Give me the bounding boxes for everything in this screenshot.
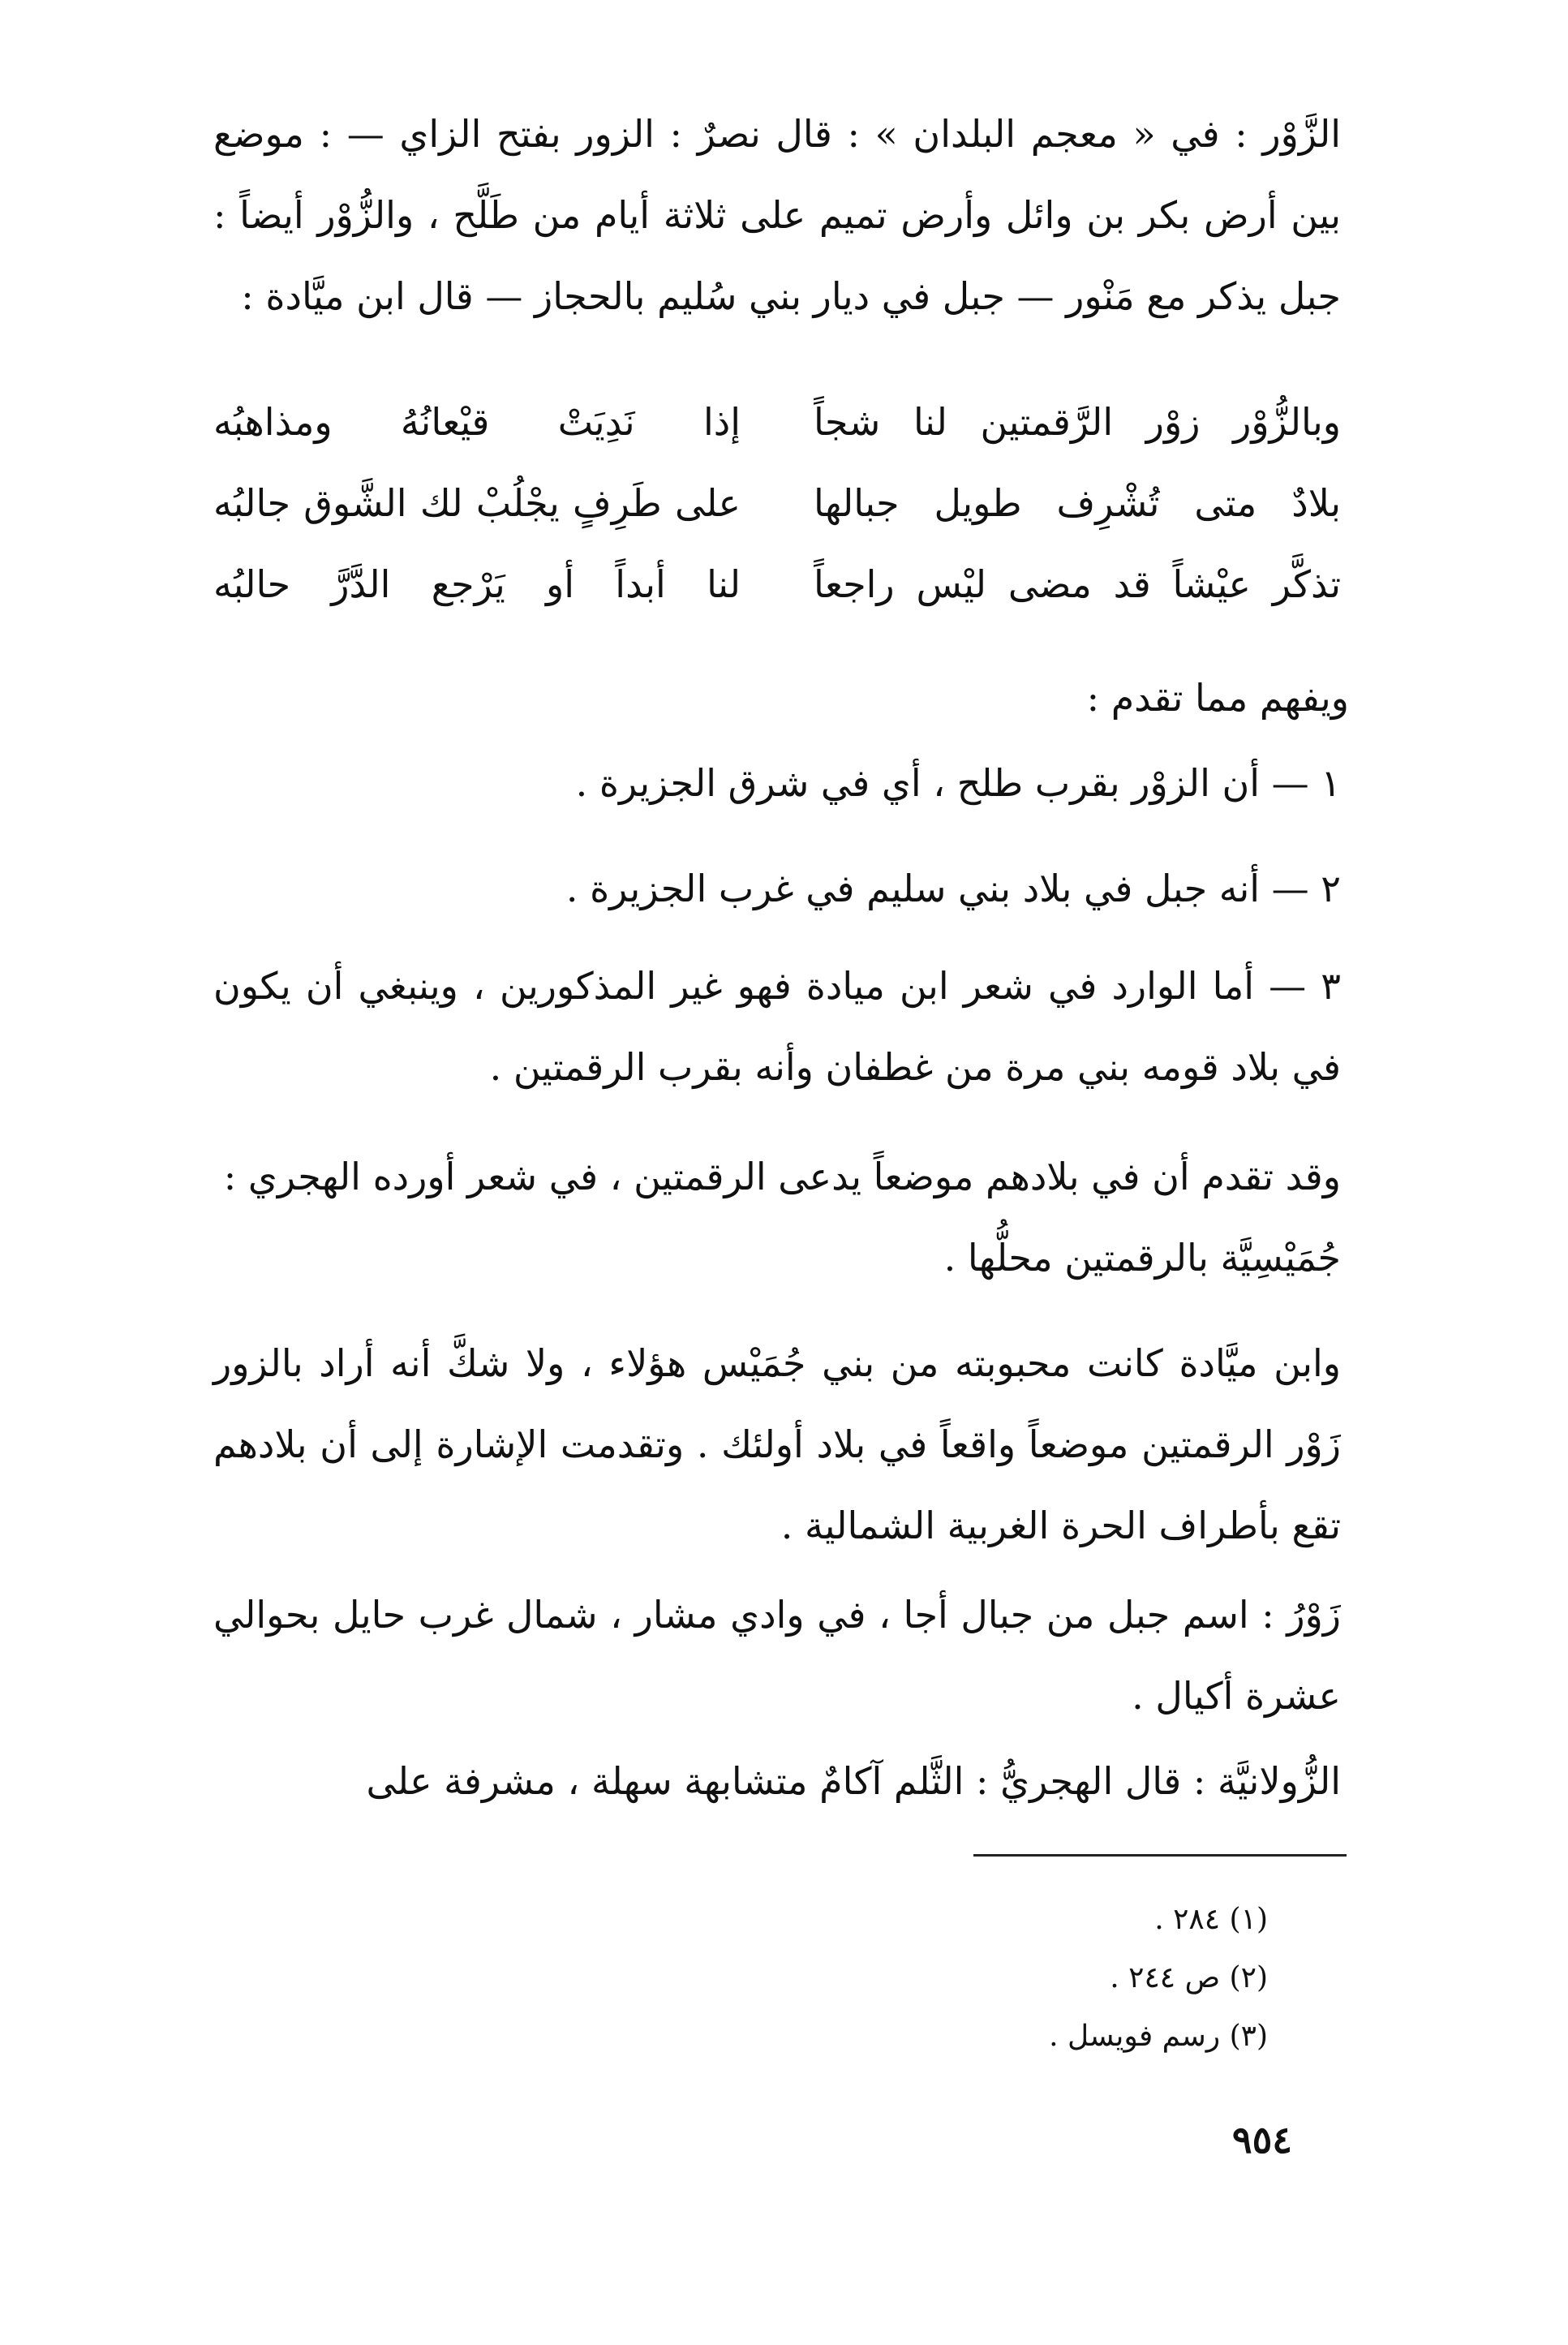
paragraph-text: ٣ — أما الوارد في شعر ابن ميادة فهو غير المذكورين ، وينبغي أن يكون في بلاد قومه بني مرة من غطفان وأنه بقرب الرقمتين .	[213, 964, 1341, 1089]
paragraph-text: وقد تقدم أن في بلادهم موضعاً يدعى الرقمتين ، في شعر أورده الهجري :	[223, 1155, 1341, 1198]
paragraph-ibn-mayyada	[213, 1323, 1341, 1566]
paragraph-text: زَوْرُ : اسم جبل من جبال أجا ، في وادي مشار ، شمال غرب حايل بحوالي عشرة أكيال .	[213, 1593, 1341, 1718]
poem-hemistich-second: لنا أبداً أو يَرْجع الدَّرَّ حالبُه	[213, 562, 741, 606]
poem-verse	[213, 463, 1341, 544]
list-intro: ويفهم مما تقدم :	[1086, 676, 1349, 720]
paragraph-text: الزَّوْر : في « معجم البلدان » : قال نصرٌ : الزور بفتح الزاي — : موضع بين أرض بكر بن وائل وأرض تميم على ثلاثة أيام من طَلَّح ، والزُّوْر أيضاً : جبل يذكر مع مَنْور — جبل في ديار بني سُليم بالحجاز — قال ابن ميَّادة :	[213, 112, 1341, 318]
poem-block	[213, 381, 1341, 625]
page-number: ٩٥٤	[1231, 2118, 1292, 2162]
poem-verse	[213, 544, 1341, 625]
entry-al-zawr-paragraph	[213, 93, 1341, 337]
footnote-2: (٢) ص ٢٤٤ .	[1110, 1961, 1268, 1994]
entry-al-zawlaniyya-paragraph	[213, 1740, 1341, 1822]
poem-hemistich-first: بلادٌ متى تُشْرِف طويل جبالها	[814, 481, 1341, 525]
entry-zawr-paragraph	[213, 1574, 1341, 1736]
poem-hemistich-second: على طَرِفٍ يجْلُبْ لك الشَّوق جالبُه	[213, 481, 741, 525]
paragraph-text: وابن ميَّادة كانت محبوبته من بني جُمَيْس هؤلاء ، ولا شكَّ أنه أراد بالزور زَوْر الرقمتين موضعاً واقعاً في بلاد أولئك . وتقدمت الإشارة إلى أن بلادهم تقع بأطراف الحرة الغربية الشمالية .	[213, 1341, 1341, 1547]
poem-hemistich-second: إذا نَدِيَتْ قيْعانُهُ ومذاهبُه	[213, 400, 741, 444]
list-item-1: ١ — أن الزوْر بقرب طلح ، أي في شرق الجزيرة .	[575, 761, 1341, 805]
list-item-2: ٢ — أنه جبل في بلاد بني سليم في غرب الجزيرة .	[565, 867, 1341, 910]
footnote-1: (١) ٢٨٤ .	[1154, 1903, 1268, 1936]
footnote-3: (٣) رسم فويسل .	[1049, 2020, 1268, 2053]
poem-hemistich-first: وبالزُّوْر زوْر الرَّقمتين لنا شجاً	[814, 400, 1341, 444]
poem-hemistich-first: تذكَّر عيْشاً قد مضى ليْس راجعاً	[814, 562, 1341, 606]
paragraph-raqmatayn	[213, 1136, 1341, 1298]
footnote-separator	[973, 1854, 1347, 1857]
quoted-verse: جُمَيْسِيَّة بالرقمتين محلُّها .	[943, 1236, 1341, 1280]
paragraph-text: الزُّولانيَّة : قال الهجريُّ : الثَّلم آكامٌ متشابهة سهلة ، مشرفة على	[366, 1759, 1341, 1803]
footnotes	[538, 1891, 1268, 2066]
poem-verse	[213, 381, 1341, 463]
list-item-3	[213, 945, 1341, 1108]
